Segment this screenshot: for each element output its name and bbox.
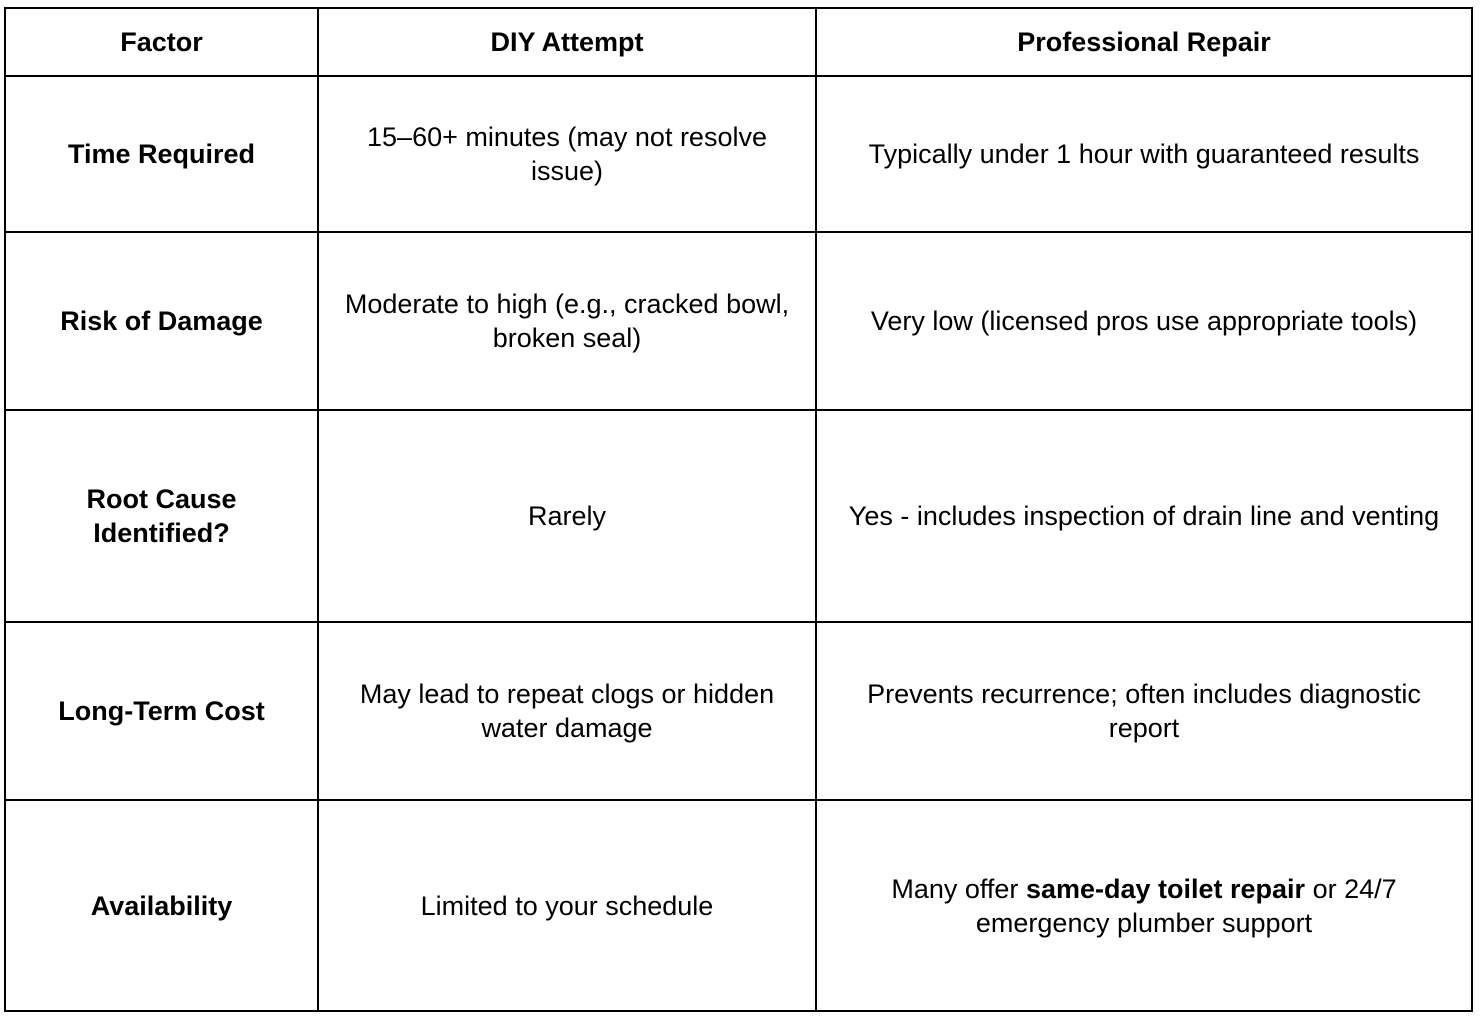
pro-cell: Typically under 1 hour with guaranteed results bbox=[816, 76, 1472, 232]
diy-cell: May lead to repeat clogs or hidden water damage bbox=[318, 622, 816, 800]
pro-text-highlight: same-day toilet repair bbox=[1025, 873, 1306, 904]
factor-cell: Long-Term Cost bbox=[5, 622, 318, 800]
header-diy-attempt: DIY Attempt bbox=[318, 8, 816, 76]
header-row bbox=[5, 8, 1472, 76]
factor-cell: Time Required bbox=[5, 76, 318, 232]
header-professional-repair: Professional Repair bbox=[816, 8, 1472, 76]
table-row bbox=[5, 800, 1472, 1011]
pro-text-before: Many offer bbox=[891, 873, 1026, 904]
diy-cell: 15–60+ minutes (may not resolve issue) bbox=[318, 76, 816, 232]
factor-cell: Availability bbox=[5, 800, 318, 1011]
pro-cell bbox=[816, 800, 1472, 1011]
table-row bbox=[5, 76, 1472, 232]
table-row bbox=[5, 410, 1472, 622]
header-factor: Factor bbox=[5, 8, 318, 76]
diy-cell: Limited to your schedule bbox=[318, 800, 816, 1011]
table-row bbox=[5, 622, 1472, 800]
comparison-table bbox=[4, 7, 1473, 1012]
factor-cell: Risk of Damage bbox=[5, 232, 318, 410]
table-row bbox=[5, 232, 1472, 410]
factor-cell: Root Cause Identified? bbox=[5, 410, 318, 622]
diy-cell: Rarely bbox=[318, 410, 816, 622]
pro-text-after: or 24/7 emergency plumber support bbox=[975, 873, 1397, 938]
pro-cell: Very low (licensed pros use appropriate tools) bbox=[816, 232, 1472, 410]
pro-cell: Prevents recurrence; often includes diagnostic report bbox=[816, 622, 1472, 800]
pro-cell: Yes - includes inspection of drain line and venting bbox=[816, 410, 1472, 622]
diy-cell: Moderate to high (e.g., cracked bowl, broken seal) bbox=[318, 232, 816, 410]
